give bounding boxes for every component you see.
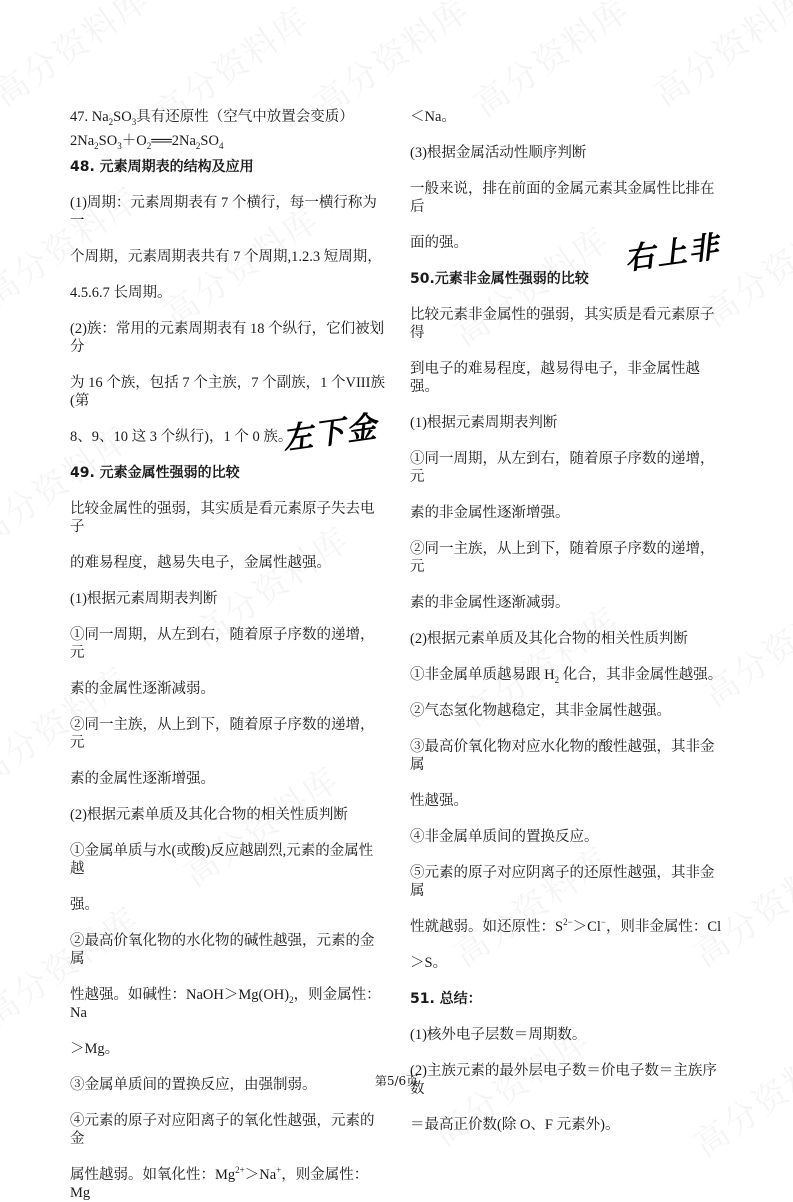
text: SO [113, 109, 132, 125]
subheading: (1)根据元素周期表判断 [410, 415, 558, 431]
superscript: − [600, 917, 606, 928]
paragraph-line: ②同一主族，从上到下，随着原子序数的递增，元 [410, 541, 715, 575]
paragraph-line: 到电子的难易程度，越易得电子，非金属性越强。 [410, 361, 700, 395]
paragraph-line [70, 986, 386, 1022]
paragraph-line: 素的非金属性逐渐减弱。 [410, 595, 570, 611]
paragraph-line: ②同一主族，从上到下，随着原子序数的递增，元 [70, 717, 375, 751]
paragraph-line: 8、9、10 这 3 个纵行)，1 个 0 族。 [70, 429, 293, 445]
handwritten-annotation-right: 右上非 [622, 229, 723, 278]
superscript: 2+ [235, 1165, 245, 1176]
paragraph-line: ①同一周期，从左到右，随着原子序数的递增，元 [410, 451, 715, 485]
paragraph-line: ＞S。 [410, 955, 448, 971]
item-47-title [70, 108, 386, 126]
text: 性就越弱。如还原性：S [410, 919, 564, 935]
paragraph-line: ＜Na。 [410, 109, 456, 125]
paragraph-line: ③金属单质间的置换反应，由强制弱。 [70, 1077, 317, 1093]
subheading: (3)根据金属活动性顺序判断 [410, 145, 587, 161]
text: ①非金属单质越易跟 H [410, 667, 555, 683]
paragraph-line: 一般来说，排在前面的金属元素其金属性比排在后 [410, 181, 715, 215]
text: ，则金属性：Mg [70, 1167, 369, 1201]
paragraph-line: ④元素的原子对应阳离子的氧化性越强，元素的金 [70, 1113, 375, 1147]
text: ，则非金属性：Cl [605, 919, 722, 935]
subheading: (1)根据元素周期表判断 [70, 591, 218, 607]
text: ＞Cl [572, 919, 601, 935]
text: 性越强。如碱性：NaOH＞Mg(OH) [70, 987, 290, 1003]
subheading: (2)根据元素单质及其化合物的相关性质判断 [410, 631, 688, 647]
paragraph-line: ①金属单质与水(或酸)反应越剧烈,元素的金属性越 [70, 843, 374, 877]
superscript: + [276, 1165, 282, 1176]
subscript: 2 [94, 140, 99, 151]
superscript: 2− [563, 917, 573, 928]
paragraph-line: 比较金属性的强弱，其实质是看元素原子失去电子 [70, 501, 375, 535]
subscript: 2 [554, 674, 560, 685]
paragraph-line: ＝最高正价数(除 O、F 元素外)。 [410, 1117, 620, 1133]
handwritten-annotation-left: 左下金 [280, 409, 381, 458]
paragraph-line: 4.5.6.7 长周期。 [70, 285, 172, 301]
watermark [0, 0, 158, 116]
subscript: 3 [117, 140, 122, 151]
paragraph-line: (2)主族元素的最外层电子数＝价电子数＝主族序数 [410, 1063, 717, 1097]
text: 具有还原性（空气中放置会变质） [136, 109, 354, 125]
watermark [642, 0, 793, 116]
paragraph-line: ③最高价氧化物对应水化物的酸性越强，其非金属 [410, 739, 715, 773]
subscript: 4 [218, 140, 224, 151]
paragraph-line: 性越强。 [410, 793, 468, 809]
subscript: 2 [195, 140, 201, 151]
subscript: 2 [146, 140, 152, 151]
paragraph-line: ⑤元素的原子对应阴离子的还原性越强，其非金属 [410, 865, 715, 899]
subscript: 2 [289, 994, 294, 1005]
paragraph-line: ②最高价氧化物的水化物的碱性越强，元素的金属 [70, 933, 375, 967]
heading-50: 50.元素非金属性强弱的比较 [410, 271, 589, 287]
text: ，则金属性：Na [70, 987, 381, 1021]
paragraph-line: (1)核外电子层数＝周期数。 [410, 1027, 587, 1043]
heading-49: 49. 元素金属性强弱的比较 [70, 465, 240, 481]
page-indicator: 第5/6页 [374, 1074, 419, 1088]
paragraph-line: (1)周期：元素周期表有 7 个横行，每一横行称为一 [70, 195, 377, 229]
paragraph-line: 个周期，元素周期表共有 7 个周期,1.2.3 短周期， [70, 249, 382, 265]
text: SO [200, 133, 219, 149]
left-column [70, 108, 386, 1202]
text: ＞Na [244, 1167, 277, 1183]
subscript: 3 [131, 116, 137, 127]
text: 2Na [70, 133, 95, 149]
paragraph-line: 素的金属性逐渐减弱。 [70, 681, 215, 697]
text: ＋O [121, 133, 147, 149]
heading-51: 51. 总结： [410, 991, 482, 1007]
paragraph-line: ②气态氢化物越稳定，其非金属性越强。 [410, 703, 671, 719]
paragraph-line: 为 16 个族，包括 7 个主族，7 个副族，1 个VIII族(第 [70, 375, 385, 409]
text: 47. Na [70, 109, 109, 125]
paragraph-line: ①同一周期，从左到右，随着原子序数的递增，元 [70, 627, 375, 661]
paragraph-line: 素的金属性逐渐增强。 [70, 771, 215, 787]
text: ══2Na [151, 133, 196, 149]
subscript: 2 [108, 116, 114, 127]
heading-48: 48. 元素周期表的结构及应用 [70, 159, 254, 175]
paragraph-line [410, 666, 726, 684]
paragraph-line: 比较元素非金属性的强弱，其实质是看元素原子得 [410, 307, 715, 341]
paragraph-line: 的难易程度，越易失电子，金属性越强。 [70, 555, 331, 571]
paragraph-line [410, 918, 726, 936]
paragraph-line: ④非金属单质间的置换反应。 [410, 829, 599, 845]
paragraph-line: 强。 [70, 897, 99, 913]
text: 化合，其非金属性越强。 [559, 667, 723, 683]
paragraph-line: 素的非金属性逐渐增强。 [410, 505, 570, 521]
text: SO [98, 133, 118, 149]
paragraph-line [70, 1166, 386, 1202]
paragraph-line: ＞Mg。 [70, 1041, 120, 1057]
paragraph-line: 面的强。 [410, 235, 468, 251]
item-47-equation [70, 132, 386, 150]
text: 属性越弱。如氧化性：Mg [70, 1167, 236, 1183]
paragraph-line: (2)族：常用的元素周期表有 18 个纵行，它们被划分 [70, 321, 385, 355]
subheading: (2)根据元素单质及其化合物的相关性质判断 [70, 807, 348, 823]
